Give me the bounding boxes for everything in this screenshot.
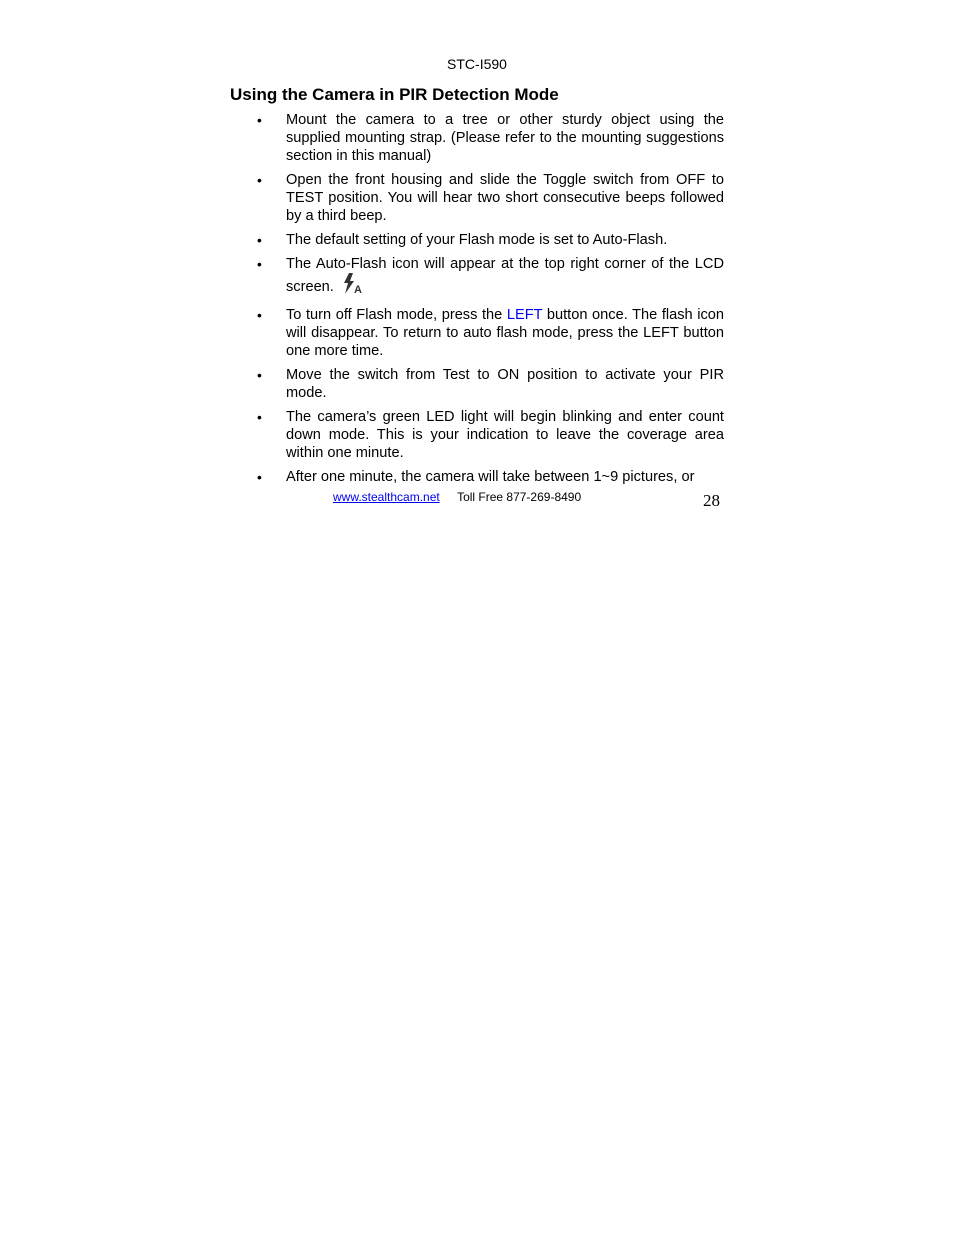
list-item-text: The Auto-Flash icon will appear at the top right corner of the LCD screen. <box>286 256 724 295</box>
list-item-text: button once. The flash icon will disappear. To return to auto flash mode, press the LEFT button one more time. <box>286 307 725 359</box>
list-item <box>256 408 724 462</box>
page-header: STC-I590 <box>447 56 507 72</box>
instruction-list <box>256 111 724 492</box>
list-item <box>256 306 724 360</box>
list-item-text: The default setting of your Flash mode is set to Auto-Flash. <box>286 232 668 248</box>
auto-flash-letter: A <box>353 284 362 295</box>
page-number: 28 <box>703 491 720 510</box>
list-item-text: After one minute, the camera will take between 1~9 pictures, or <box>286 469 695 485</box>
list-item-text: Mount the camera to a tree or other sturdy object using the supplied mounting strap. (Please refer to the mounting suggestions section in this manual) <box>286 112 724 164</box>
auto-flash-icon <box>342 273 364 300</box>
list-item-text: The camera’s green LED light will begin blinking and enter count down mode. This is your indication to leave the coverage area within one minute. <box>286 409 724 461</box>
page-footer <box>333 490 581 504</box>
list-item-text: Open the front housing and slide the Toggle switch from OFF to TEST position. You will hear two short consecutive beeps followed by a third beep. <box>286 172 724 224</box>
left-button-highlight: LEFT <box>506 307 543 323</box>
list-item <box>256 255 724 300</box>
list-item <box>256 231 724 249</box>
toll-free-number: Toll Free 877-269-8490 <box>457 490 582 504</box>
list-item-text: Move the switch from Test to ON position to activate your PIR mode. <box>286 367 724 401</box>
list-item <box>256 111 724 165</box>
list-item-text: To turn off Flash mode, press the <box>286 307 507 323</box>
list-item <box>256 171 724 225</box>
list-item <box>256 366 724 402</box>
section-title: Using the Camera in PIR Detection Mode <box>230 85 559 104</box>
list-item <box>256 468 724 486</box>
website-link[interactable]: www.stealthcam.net <box>333 490 440 504</box>
